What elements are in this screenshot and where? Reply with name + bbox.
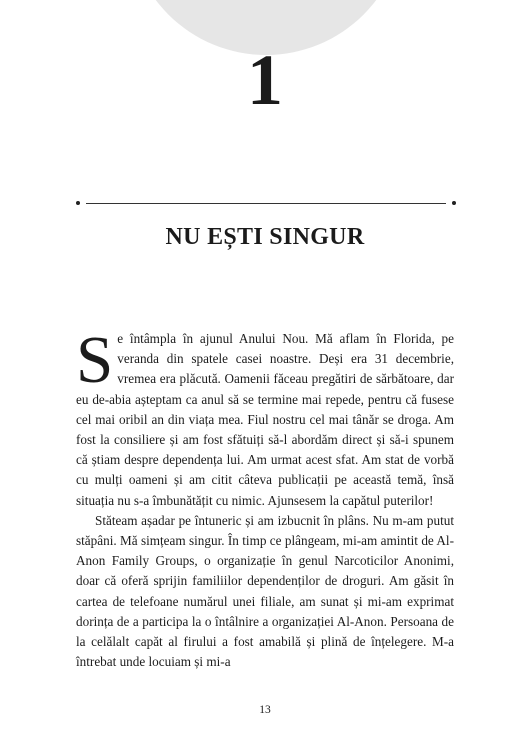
paragraph: Stăteam așadar pe întuneric și am izbucnit în plâns. Nu m-am putut stăpâni. Mă simțeam singur. În timp ce plângeam, mi-am amintit de Al-Anon Family Groups, o organizație în genul Narcoticilor Anonimi, doar că oferă sprijin familiilor dependenților de droguri. Am găsit în cartea de telefoane numărul unei filiale, am sunat și mi-am exprimat dorința de a participa la o întâlnire a organizației Al-Anon. Persoana de la celălalt capăt al firului a fost amabilă și plină de înțelegere. M-a întrebat unde locuiam și mi-a: [76, 512, 454, 670]
paragraph-text: e întâmpla în ajunul Anului Nou. Mă aflam în Florida, pe veranda din spatele casei noastre. Deși era 31 decembrie, vremea era plăcută. Oamenii făceau pregătiri de sărbătoare, dar eu de-abia așteptam ca anul să se termine mai repede, pentru că fusese cel mai oribil an din viața mea. Fiul nostru cel mai tânăr se droga. Am fost la consiliere și am fost sfătuiți să-l abordăm direct și să-i spunem că știam despre dependența lui. Am urmat acest sfat. Am stat de vorbă cu mulți oameni și am citit câteva publicații pe această temă, însă situația nu s-a îmbunătățit cu nimic. Ajunsesem la capătul puterilor!: [76, 331, 454, 508]
chapter-title: NU EȘTI SINGUR: [165, 224, 365, 250]
page-number: 13: [259, 704, 271, 716]
body-text: [76, 323, 454, 672]
chapter-number: 1: [247, 40, 283, 120]
drop-cap: S: [76, 323, 114, 397]
divider-dot-right: [452, 201, 456, 205]
title-divider: [76, 201, 456, 205]
paragraph: [76, 323, 454, 511]
divider-line: [86, 203, 446, 204]
divider-dot-left: [76, 201, 80, 205]
